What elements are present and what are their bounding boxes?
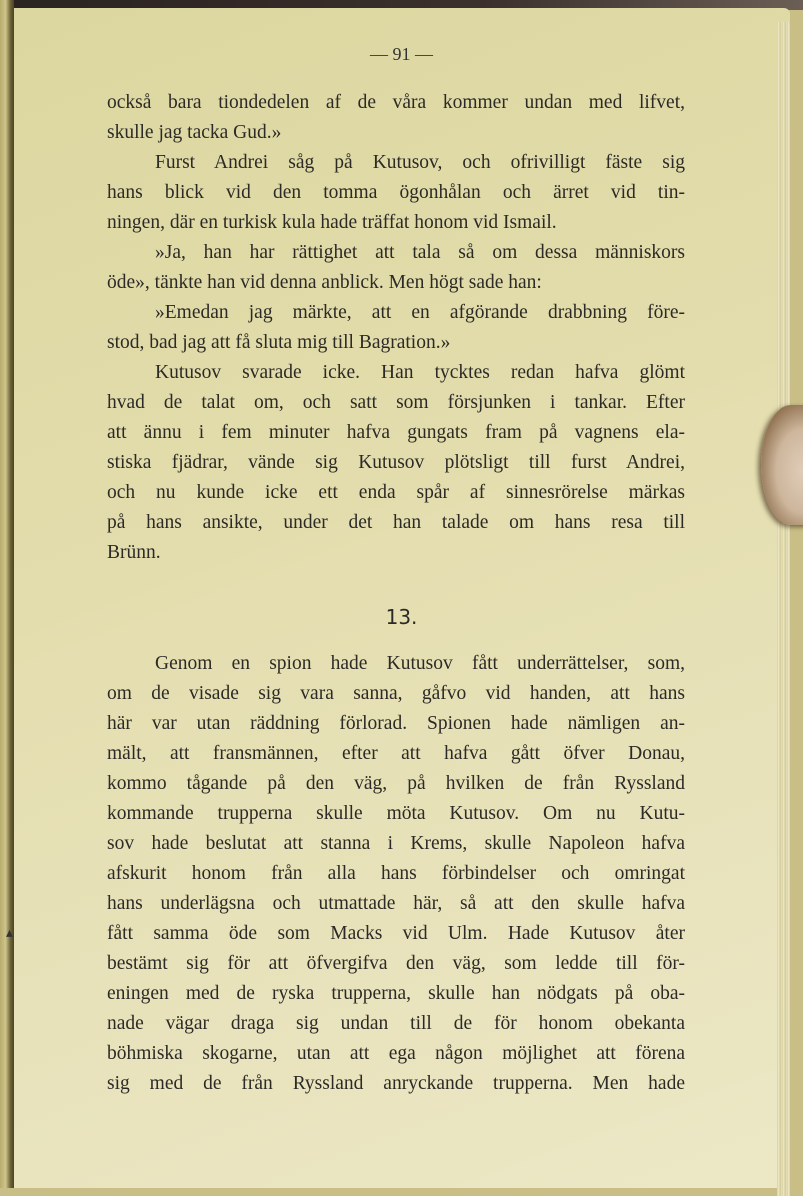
text-line: »Emedan jag märkte, att en afgörande drabbning före- [155, 302, 685, 323]
text-block-before-section [107, 88, 685, 568]
text-line: mält, att fransmännen, efter att hafva gått öfver Donau, [107, 743, 685, 764]
margin-mark: ▴ [6, 925, 14, 941]
page-number-header: — 91 — [370, 44, 433, 64]
text-line: »Ja, han har rättighet att tala så om dessa människors [155, 242, 685, 263]
text-line: ningen, där en turkisk kula hade träffat honom vid Ismail. [107, 212, 557, 233]
text-line: Kutusov svarade icke. Han tycktes redan hafva glömt [155, 362, 685, 383]
text-line: nade vägar draga sig undan till de för honom obekanta [107, 1013, 685, 1034]
text-line: böhmiska skogarne, utan att ega någon möjlighet att förena [107, 1043, 685, 1064]
text-line: Furst Andrei såg på Kutusov, och ofrivilligt fäste sig [155, 152, 685, 173]
text-line: om de visade sig vara sanna, gåfvo vid handen, att hans [107, 683, 685, 704]
text-line: kommo tågande på den väg, på hvilken de från Ryssland [107, 773, 685, 794]
text-block-section-13 [107, 649, 685, 1099]
text-line: och nu kunde icke ett enda spår af sinnesrörelse märkas [107, 482, 685, 503]
text-line: Genom en spion hade Kutusov fått underrättelser, som, [155, 653, 685, 674]
text-line: afskurit honom från alla hans förbindelser och omringat [107, 863, 685, 884]
text-line: på hans ansikte, under det han talade om hans resa till [107, 512, 685, 533]
text-line: fått samma öde som Macks vid Ulm. Hade Kutusov åter [107, 923, 685, 944]
text-line: skulle jag tacka Gud.» [107, 122, 282, 143]
text-line: kommande trupperna skulle möta Kutusov. Om nu Kutu- [107, 803, 685, 824]
section-heading: 13. [385, 605, 418, 629]
text-line: stod, bad jag att få sluta mig till Bagration.» [107, 332, 451, 353]
book-spine [0, 0, 14, 1188]
text-line: här var utan räddning förlorad. Spionen hade nämligen an- [107, 713, 685, 734]
text-line: Brünn. [107, 542, 161, 563]
text-line: hvad de talat om, och satt som försjunken i tankar. Efter [107, 392, 685, 413]
text-line: att ännu i fem minuter hafva gungats fram på vagnens ela- [107, 422, 685, 443]
text-line: också bara tiondedelen af de våra kommer undan med lifvet, [107, 92, 685, 113]
text-line: öde», tänkte han vid denna anblick. Men högt sade han: [107, 272, 542, 293]
text-line: hans blick vid den tomma ögonhålan och ärret vid tin- [107, 182, 685, 203]
text-line: eningen med de ryska trupperna, skulle han nödgats på oba- [107, 983, 685, 1004]
text-line: bestämt sig för att öfvergifva den väg, som ledde till för- [107, 953, 685, 974]
text-line: hans underlägsna och utmattade här, så att den skulle hafva [107, 893, 685, 914]
text-line: stiska fjädrar, vände sig Kutusov plötsligt till furst Andrei, [107, 452, 685, 473]
text-line: sov hade beslutat att stanna i Krems, skulle Napoleon hafva [107, 833, 685, 854]
text-line: sig med de från Ryssland anryckande trupperna. Men hade [107, 1073, 685, 1094]
